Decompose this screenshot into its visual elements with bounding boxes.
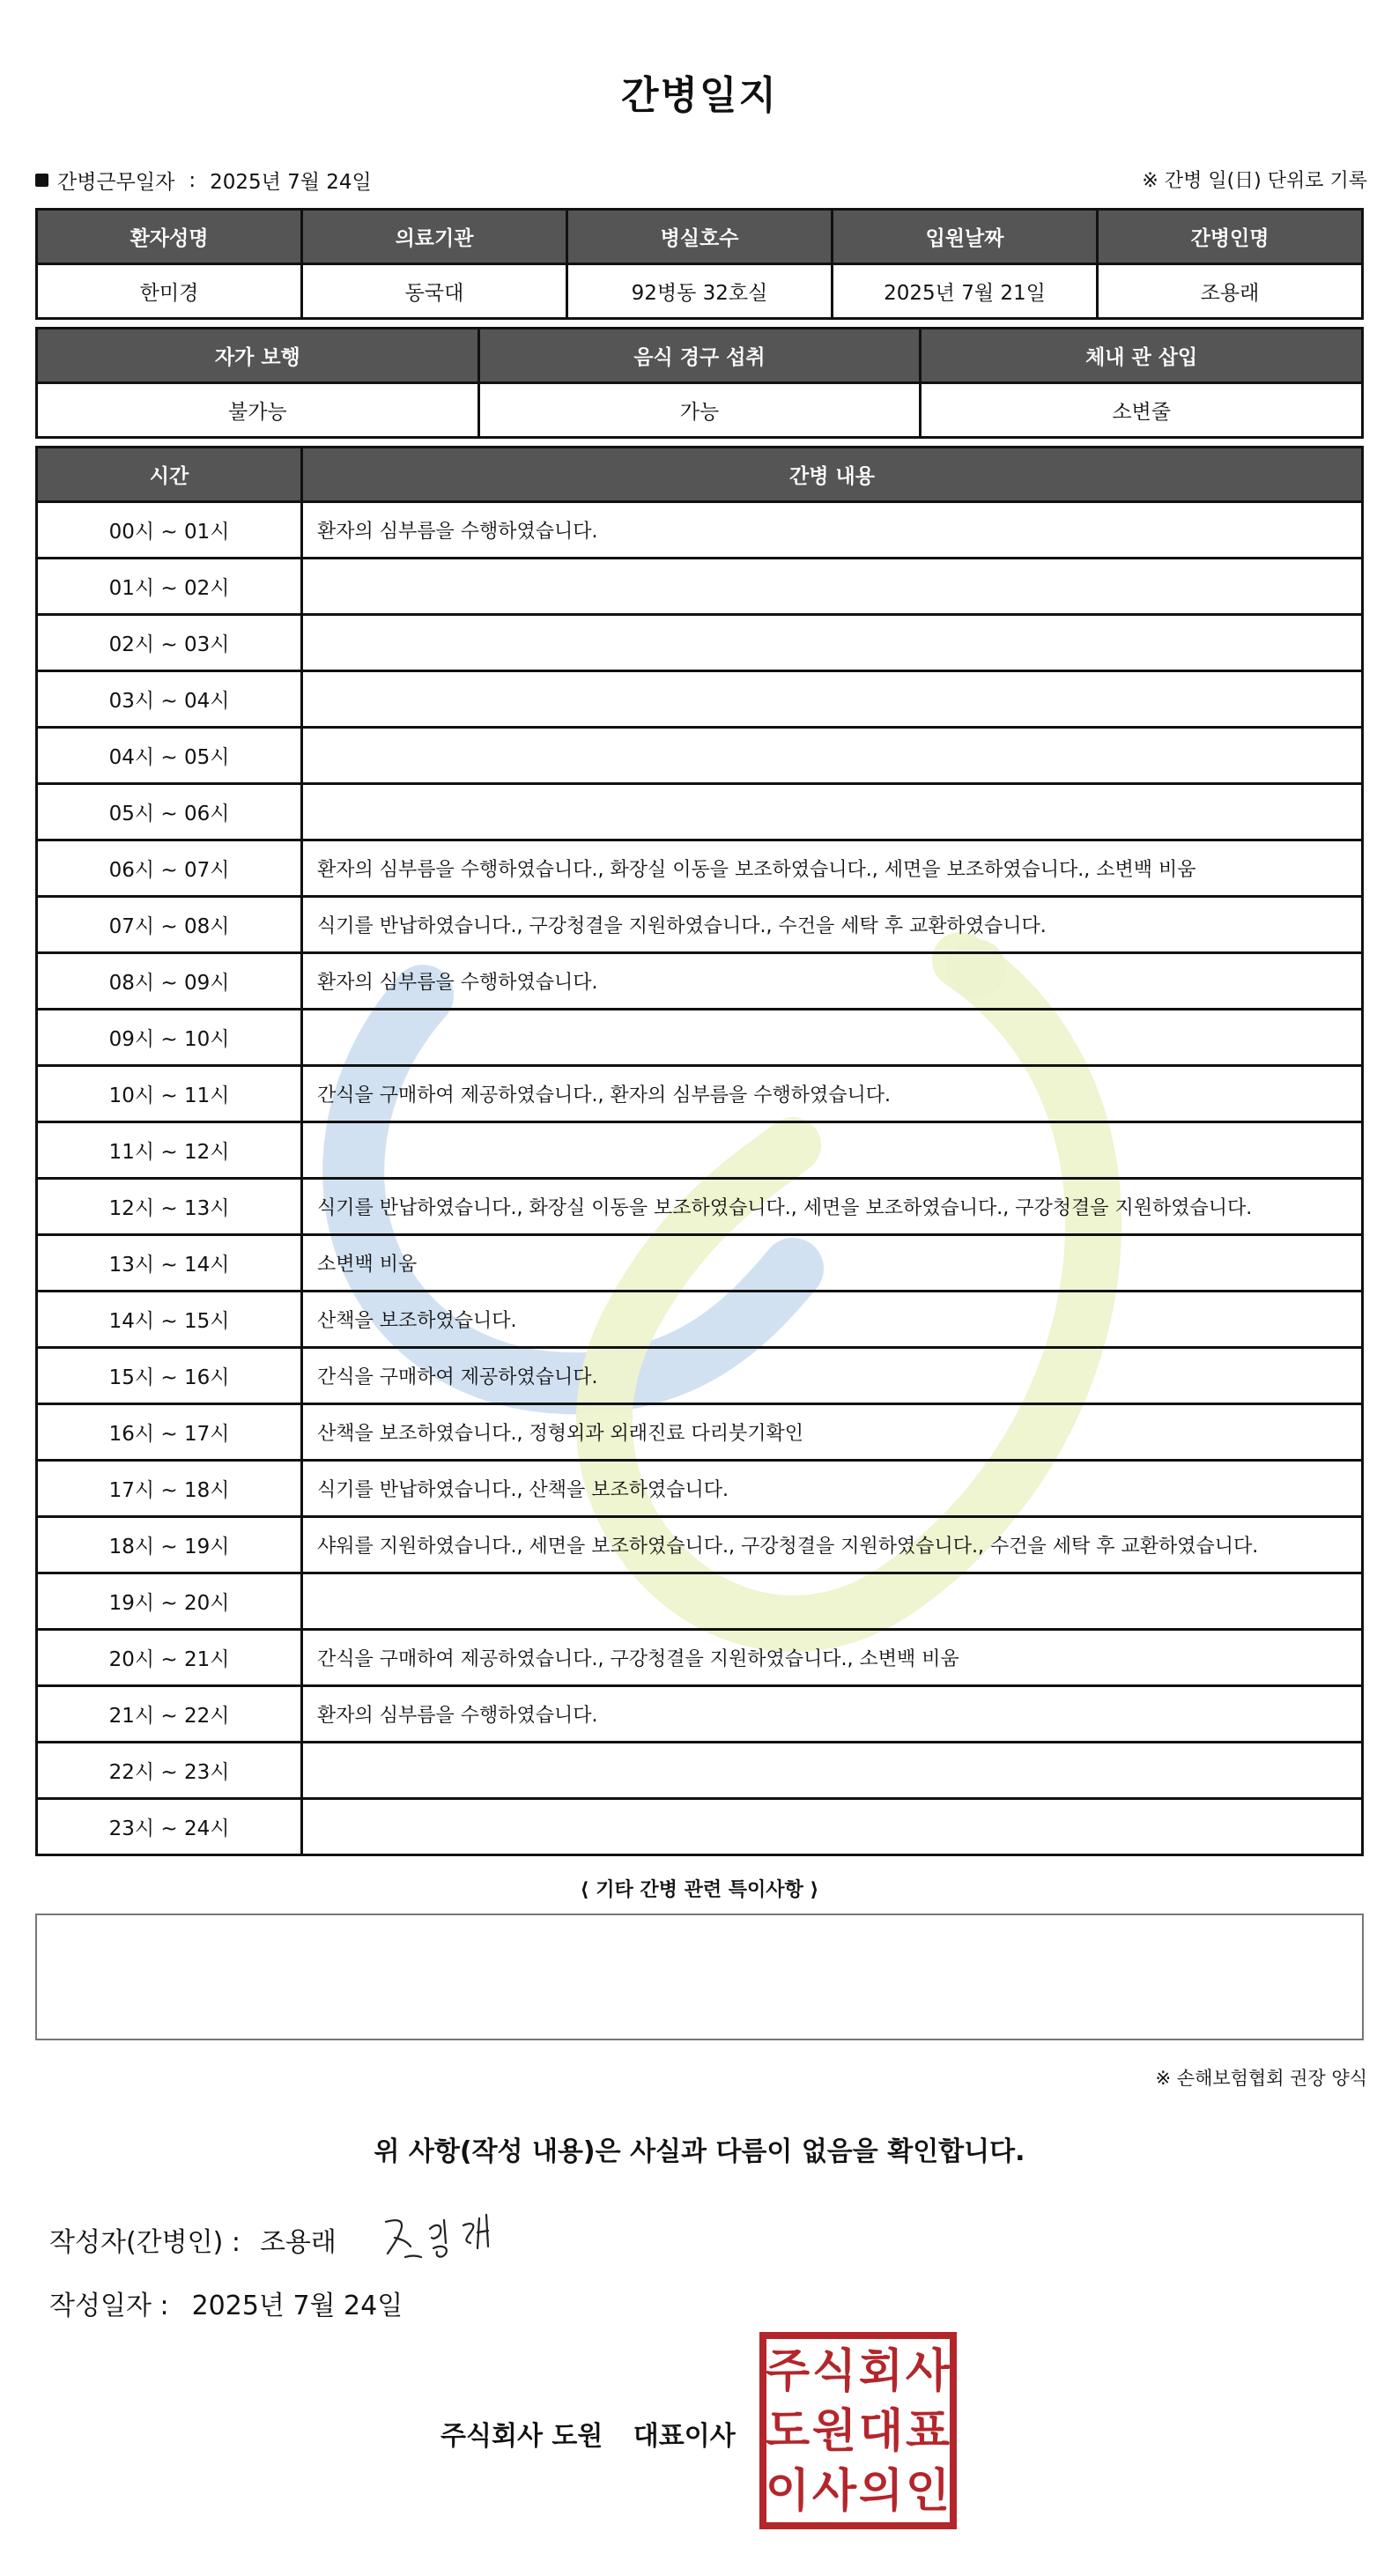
care-log-time: 14시 ~ 15시	[37, 1292, 302, 1348]
condition-header-row	[37, 329, 1363, 383]
seal-glyph: 표	[905, 2405, 951, 2458]
care-log-time: 23시 ~ 24시	[37, 1799, 302, 1855]
care-log-time: 15시 ~ 16시	[37, 1348, 302, 1404]
care-log-row	[37, 1292, 1363, 1348]
care-log-content	[302, 1010, 1363, 1066]
care-log-content	[302, 1122, 1363, 1179]
care-log-time: 12시 ~ 13시	[37, 1179, 302, 1235]
care-log-row	[37, 1122, 1363, 1179]
care-log-row	[37, 1348, 1363, 1404]
care-log-table	[35, 446, 1364, 1856]
care-log-content	[302, 1573, 1363, 1630]
written-date-row	[49, 2284, 403, 2322]
care-log-time: 09시 ~ 10시	[37, 1010, 302, 1066]
care-log-time: 07시 ~ 08시	[37, 897, 302, 953]
care-log-content	[302, 784, 1363, 840]
seal-glyph: 대	[858, 2405, 904, 2458]
care-log-content: 식기를 반납하였습니다., 화장실 이동을 보조하였습니다., 세면을 보조하였습니다., 구강청결을 지원하였습니다.	[302, 1179, 1363, 1235]
oral-intake: 가능	[478, 383, 921, 438]
seal-glyph: 원	[811, 2405, 857, 2458]
care-log-row	[37, 1404, 1363, 1461]
care-log-time: 06시 ~ 07시	[37, 840, 302, 897]
care-log-content: 간식을 구매하여 제공하였습니다., 구강청결을 지원하였습니다., 소변백 비움	[302, 1630, 1363, 1686]
duty-date-value: 2025년 7월 24일	[210, 171, 372, 194]
confirmation-statement: 위 사항(작성 내용)은 사실과 다름이 없음을 확인합니다.	[374, 2136, 1025, 2167]
hospital: 동국대	[302, 264, 567, 319]
care-log-content: 산책을 보조하였습니다.	[302, 1292, 1363, 1348]
header-time: 시간	[37, 448, 302, 502]
care-log-row	[37, 559, 1363, 615]
care-log-row	[37, 1630, 1363, 1686]
care-log-content: 소변백 비움	[302, 1235, 1363, 1292]
seal-glyph: 이	[765, 2465, 811, 2518]
care-log-row	[37, 840, 1363, 897]
care-log-row	[37, 1573, 1363, 1630]
care-log-time: 16시 ~ 17시	[37, 1404, 302, 1461]
care-log-time: 05시 ~ 06시	[37, 784, 302, 840]
record-unit-note: ※ 간병 일(日) 단위로 기록	[1142, 170, 1367, 192]
care-log-row	[37, 1799, 1363, 1855]
care-log-content	[302, 615, 1363, 671]
form-source-note: ※ 손해보험협회 권장 양식	[1155, 2068, 1367, 2089]
patient-info-header-row	[37, 210, 1363, 264]
care-log-time: 20시 ~ 21시	[37, 1630, 302, 1686]
care-log-content: 식기를 반납하였습니다., 구강청결을 지원하였습니다., 수건을 세탁 후 교환하였습니다.	[302, 897, 1363, 953]
seal-glyph: 회	[858, 2345, 904, 2398]
care-log-row	[37, 784, 1363, 840]
company-name: 주식회사 도원	[440, 2421, 603, 2452]
care-log-row	[37, 897, 1363, 953]
condition-value-row	[37, 383, 1363, 438]
care-log-row	[37, 502, 1363, 559]
care-log-time: 01시 ~ 02시	[37, 559, 302, 615]
company-seal-stamp	[758, 2330, 959, 2531]
care-log-content: 환자의 심부름을 수행하였습니다., 화장실 이동을 보조하였습니다., 세면을 보조하였습니다., 소변백 비움	[302, 840, 1363, 897]
tube-insertion: 소변줄	[921, 383, 1363, 438]
care-log-time: 11시 ~ 12시	[37, 1122, 302, 1179]
care-log-time: 10시 ~ 11시	[37, 1066, 302, 1122]
writer-name: 조용래	[259, 2227, 337, 2258]
care-log-row	[37, 1066, 1363, 1122]
caregiver-name: 조용래	[1098, 264, 1363, 319]
handwritten-signature	[379, 2202, 520, 2273]
patient-name: 한미경	[37, 264, 302, 319]
self-walking: 불가능	[37, 383, 479, 438]
seal-glyph: 의	[858, 2465, 904, 2518]
care-log-time: 04시 ~ 05시	[37, 728, 302, 784]
duty-date-separator: :	[189, 168, 196, 192]
care-log-time: 00시 ~ 01시	[37, 502, 302, 559]
care-log-content	[302, 559, 1363, 615]
duty-date-label: 간병근무일자	[57, 171, 175, 194]
care-log-row	[37, 1686, 1363, 1743]
care-log-content: 식기를 반납하였습니다., 산책을 보조하였습니다.	[302, 1461, 1363, 1517]
care-log-row	[37, 728, 1363, 784]
room-number: 92병동 32호실	[567, 264, 833, 319]
care-log-row	[37, 671, 1363, 728]
care-log-content: 간식을 구매하여 제공하였습니다., 환자의 심부름을 수행하였습니다.	[302, 1066, 1363, 1122]
header-self-walking: 자가 보행	[37, 329, 479, 383]
seal-glyph: 인	[905, 2465, 951, 2518]
patient-info-table	[35, 208, 1364, 320]
care-log-time: 22시 ~ 23시	[37, 1743, 302, 1799]
header-room-number: 병실호수	[567, 210, 833, 264]
header-care-content: 간병 내용	[302, 448, 1363, 502]
care-log-time: 21시 ~ 22시	[37, 1686, 302, 1743]
writer-row	[49, 2220, 337, 2259]
header-tube-insertion: 체내 관 삽입	[921, 329, 1363, 383]
square-bullet-icon	[35, 174, 48, 187]
document-title: 간병일지	[620, 73, 778, 118]
header-patient-name: 환자성명	[37, 210, 302, 264]
patient-condition-table	[35, 327, 1364, 439]
care-log-time: 03시 ~ 04시	[37, 671, 302, 728]
header-caregiver-name: 간병인명	[1098, 210, 1363, 264]
written-date-value: 2025년 7월 24일	[191, 2291, 403, 2321]
remarks-box	[35, 1913, 1364, 2040]
care-log-time: 18시 ~ 19시	[37, 1517, 302, 1573]
care-log-row	[37, 1743, 1363, 1799]
seal-glyph: 식	[811, 2345, 857, 2398]
ceo-title: 대표이사	[633, 2421, 736, 2452]
care-log-time: 02시 ~ 03시	[37, 615, 302, 671]
care-log-row	[37, 1010, 1363, 1066]
care-log-content: 환자의 심부름을 수행하였습니다.	[302, 502, 1363, 559]
care-log-row	[37, 1179, 1363, 1235]
care-log-content	[302, 728, 1363, 784]
seal-glyph: 사	[811, 2465, 857, 2518]
care-log-content: 산책을 보조하였습니다., 정형외과 외래진료 다리붓기확인	[302, 1404, 1363, 1461]
care-log-content: 환자의 심부름을 수행하였습니다.	[302, 1686, 1363, 1743]
care-log-row	[37, 953, 1363, 1010]
care-log-row	[37, 615, 1363, 671]
care-log-time: 13시 ~ 14시	[37, 1235, 302, 1292]
care-log-content	[302, 1743, 1363, 1799]
duty-date	[35, 166, 372, 195]
care-log-header-row	[37, 448, 1363, 502]
written-date-label: 작성일자 :	[49, 2291, 169, 2321]
header-admission-date: 입원날짜	[833, 210, 1098, 264]
care-log-row	[37, 1235, 1363, 1292]
admission-date: 2025년 7월 21일	[833, 264, 1098, 319]
care-log-time: 17시 ~ 18시	[37, 1461, 302, 1517]
header-oral-intake: 음식 경구 섭취	[478, 329, 921, 383]
care-log-content: 환자의 심부름을 수행하였습니다.	[302, 953, 1363, 1010]
company-signature-line	[440, 2414, 736, 2453]
care-log-time: 19시 ~ 20시	[37, 1573, 302, 1630]
remarks-title: ⟨ 기타 간병 관련 특이사항 ⟩	[580, 1879, 819, 1901]
care-log-row	[37, 1461, 1363, 1517]
care-log-content: 간식을 구매하여 제공하였습니다.	[302, 1348, 1363, 1404]
care-log-time: 08시 ~ 09시	[37, 953, 302, 1010]
header-hospital: 의료기관	[302, 210, 567, 264]
care-log-content	[302, 671, 1363, 728]
care-log-content	[302, 1799, 1363, 1855]
care-log-row	[37, 1517, 1363, 1573]
seal-glyph: 사	[905, 2345, 951, 2398]
seal-glyph: 주	[765, 2345, 811, 2398]
writer-label: 작성자(간병인) :	[49, 2227, 241, 2258]
patient-info-value-row	[37, 264, 1363, 319]
care-log-content: 샤워를 지원하였습니다., 세면을 보조하였습니다., 구강청결을 지원하였습니다., 수건을 세탁 후 교환하였습니다.	[302, 1517, 1363, 1573]
seal-glyph: 도	[765, 2405, 811, 2458]
